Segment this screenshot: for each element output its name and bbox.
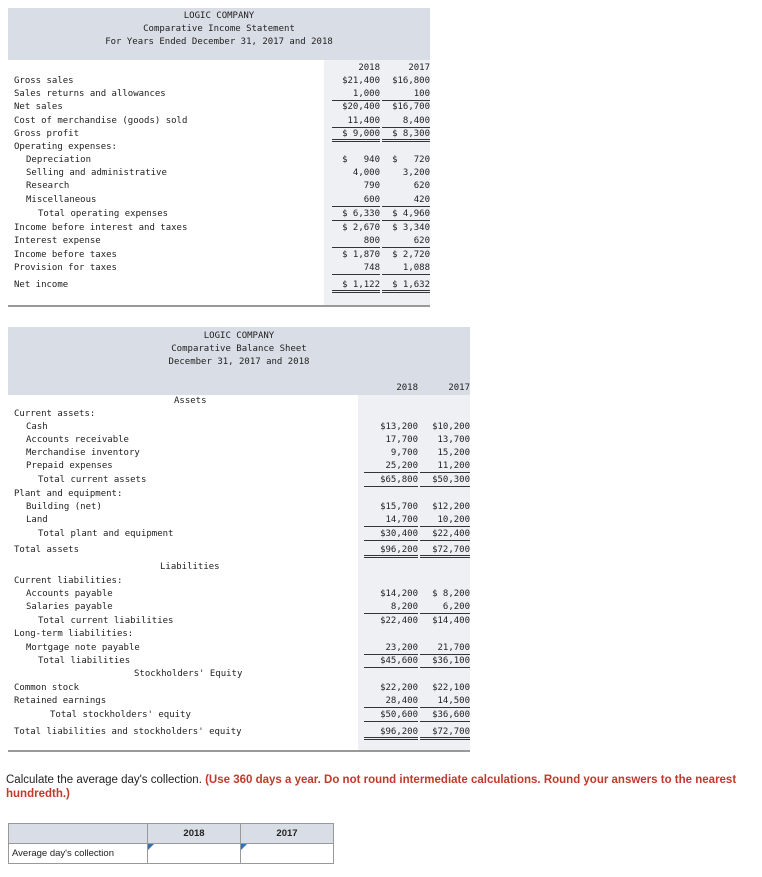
table-row: Selling and administrative 4,000 3,200 xyxy=(26,168,430,178)
table-row: Prepaid expenses 25,200 11,200 xyxy=(26,461,470,471)
table-row: Operating expenses: xyxy=(14,142,117,152)
answer-table xyxy=(8,823,334,864)
year-2017-header: 2017 xyxy=(408,63,430,73)
table-row: Total assets $96,200 $72,700 xyxy=(8,544,470,557)
table-row: Research 790 620 xyxy=(26,181,430,191)
income-statement-body xyxy=(8,60,430,300)
answer-input-2017[interactable] xyxy=(241,845,329,863)
table-row: Depreciation $ 940 $ 720 xyxy=(26,155,430,165)
table-row: Provision for taxes 748 1,088 xyxy=(14,263,430,273)
table-row: Total current liabilities $22,400 $14,400 xyxy=(38,616,470,626)
table-row: Mortgage note payable 23,200 21,700 xyxy=(26,643,470,653)
table-row: Accounts receivable 17,700 13,700 xyxy=(26,435,470,445)
row-label: Average day's collection xyxy=(9,844,148,864)
table-row: Total plant and equipment $30,400 $22,400 xyxy=(38,529,470,539)
table-row: Merchandise inventory 9,700 15,200 xyxy=(26,448,470,458)
table-row: Total operating expenses $ 6,330 $ 4,960 xyxy=(38,209,430,219)
table-row: Income before taxes $ 1,870 $ 2,720 xyxy=(14,250,430,260)
statement-title: Comparative Balance Sheet xyxy=(171,344,307,354)
table-row: Building (net) $15,700 $12,200 xyxy=(26,502,470,512)
table-row: Net income $ 1,122 $ 1,632 xyxy=(8,279,430,292)
table-row: Salaries payable 8,200 6,200 xyxy=(26,602,470,612)
flag-icon xyxy=(148,844,154,850)
statement-period: For Years Ended December 31, 2017 and 2018 xyxy=(105,37,333,47)
income-statement-header xyxy=(8,8,430,60)
table-row: Sales returns and allowances 1,000 100 xyxy=(14,89,430,99)
table-row: Cost of merchandise (goods) sold 11,400 8,400 xyxy=(14,116,430,126)
year-2018-header: 2018 xyxy=(358,63,380,73)
col-header-2018: 2018 xyxy=(148,824,241,844)
liabilities-heading: Liabilities xyxy=(160,562,220,572)
table-row: Total current assets $65,800 $50,300 xyxy=(38,475,470,485)
answer-cell-2018 xyxy=(148,844,241,864)
question-prompt xyxy=(6,773,756,801)
flag-icon xyxy=(241,844,247,850)
table-row: Income before interest and taxes $ 2,670 $ 3,340 xyxy=(14,223,430,233)
statement-period: December 31, 2017 and 2018 xyxy=(168,357,310,367)
table-row: Common stock $22,200 $22,100 xyxy=(14,683,470,693)
question-instruction: (Use 360 days a year. Do not round intermediate calculations. Round your answers to the nearest hundredth.) xyxy=(6,774,737,800)
balance-sheet xyxy=(8,327,470,737)
table-row: Accounts payable $14,200 $ 8,200 xyxy=(26,589,470,599)
table-row: Miscellaneous 600 420 xyxy=(26,195,430,205)
table-row: Interest expense 800 620 xyxy=(14,236,430,246)
answer-input-2018[interactable] xyxy=(148,845,236,863)
year-2017-header: 2017 xyxy=(448,383,470,393)
blank-header xyxy=(9,824,148,844)
table-row: Total liabilities $45,600 $36,100 xyxy=(38,656,470,666)
answer-cell-2017 xyxy=(241,844,334,864)
income-statement xyxy=(8,8,430,300)
year-2018-header: 2018 xyxy=(396,383,418,393)
col-header-2017: 2017 xyxy=(241,824,334,844)
table-row: Gross profit $ 9,000 $ 8,300 xyxy=(8,128,430,141)
table-row: Retained earnings 28,400 14,500 xyxy=(14,696,470,706)
divider xyxy=(8,305,430,307)
table-row: Total stockholders' equity $50,600 $36,600 xyxy=(50,710,470,720)
table-row: Long-term liabilities: xyxy=(14,629,134,639)
table-row: Land 14,700 10,200 xyxy=(26,515,470,525)
table-row: Gross sales $21,400 $16,800 xyxy=(14,76,430,86)
table-row: Current assets: xyxy=(14,409,96,419)
statement-title: Comparative Income Statement xyxy=(143,24,295,34)
table-row: Total liabilities and stockholders' equity $96,200 $72,700 xyxy=(8,726,470,739)
company-name: LOGIC COMPANY xyxy=(183,11,255,21)
assets-heading: Assets xyxy=(174,396,207,406)
table-row: Net sales $20,400 $16,700 xyxy=(14,102,430,112)
table-row: Current liabilities: xyxy=(14,576,123,586)
equity-heading: Stockholders' Equity xyxy=(134,669,243,679)
divider xyxy=(8,750,470,752)
question-text: Calculate the average day's collection. xyxy=(6,774,206,786)
company-name: LOGIC COMPANY xyxy=(203,331,275,341)
table-row: Cash $13,200 $10,200 xyxy=(26,422,470,432)
table-row: Plant and equipment: xyxy=(14,489,123,499)
